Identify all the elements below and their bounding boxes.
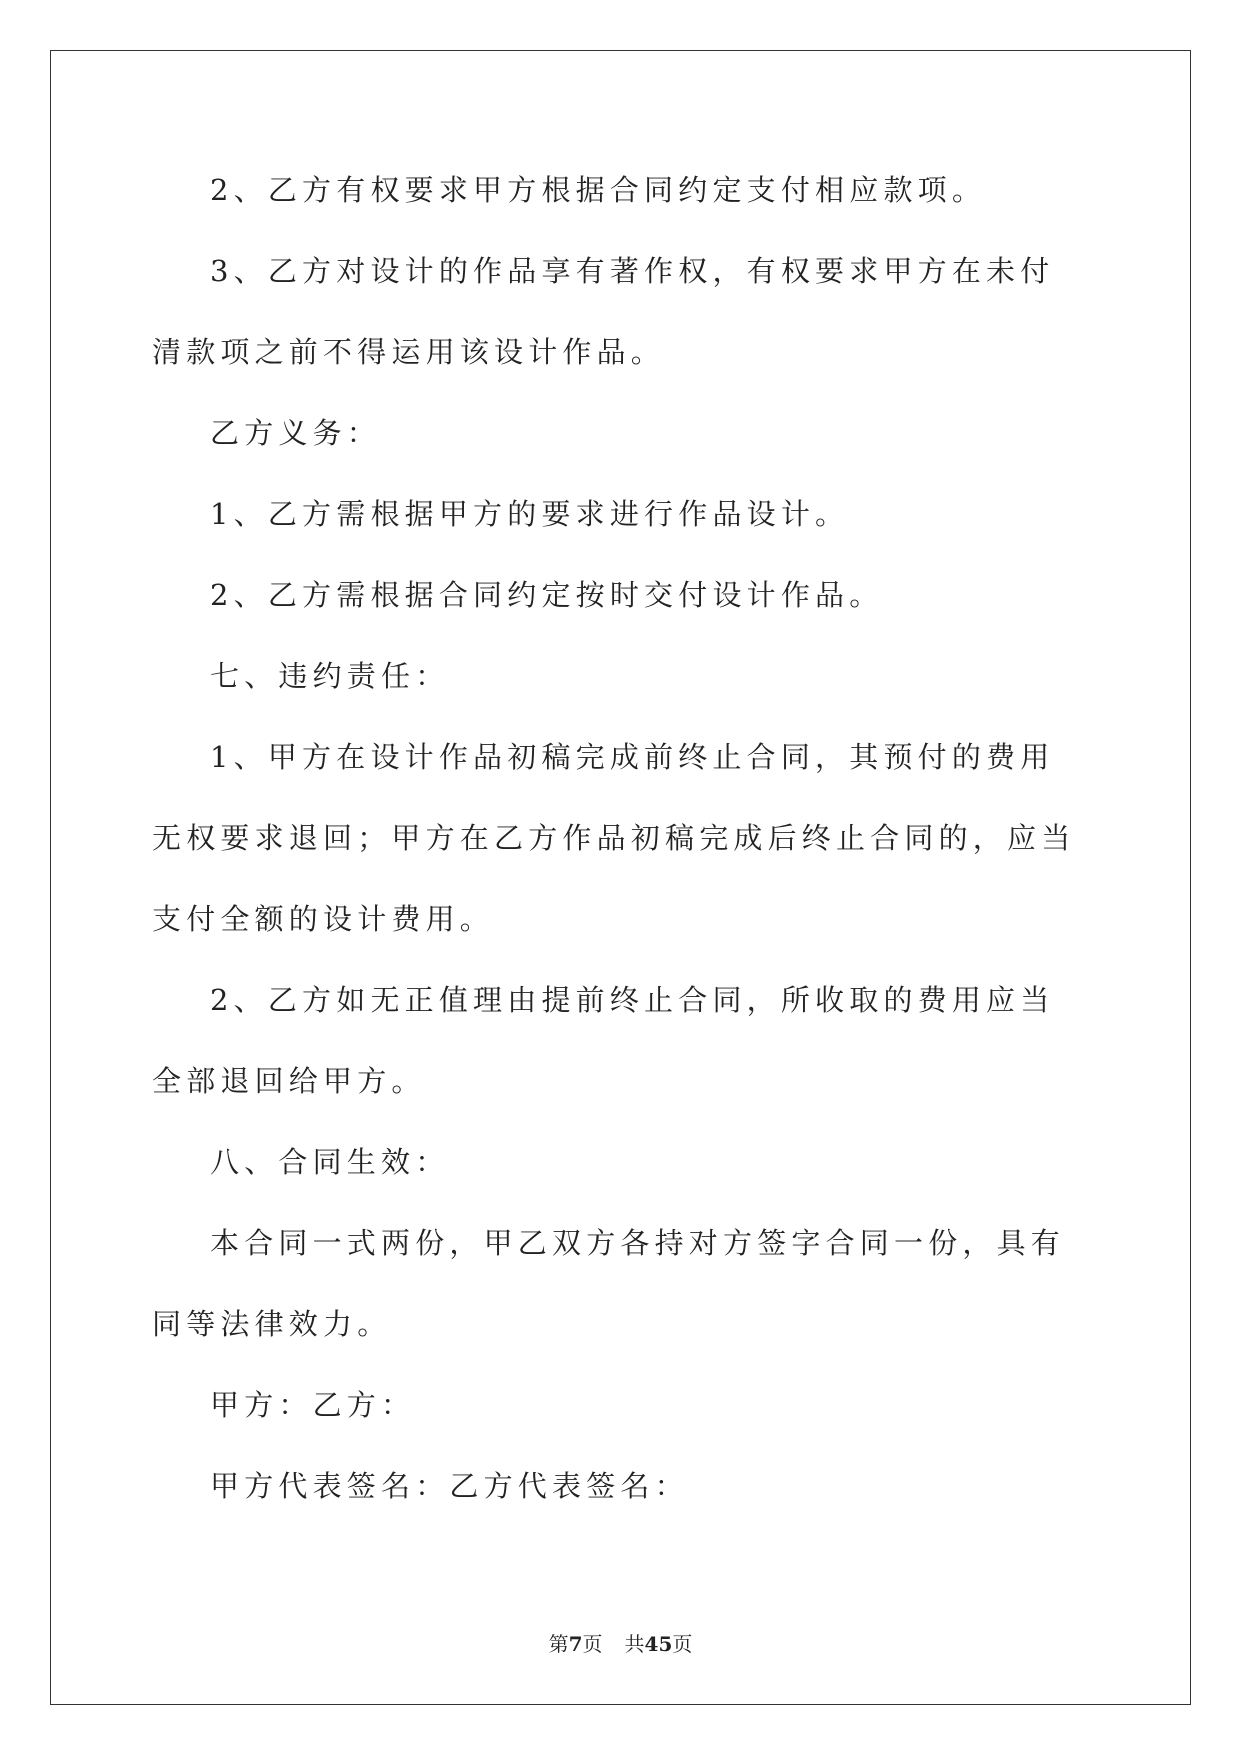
page-prefix: 第	[548, 1632, 569, 1656]
paragraph: 3、乙方对设计的作品享有著作权，有权要求甲方在未付清款项之前不得运用该设计作品。	[152, 254, 1055, 369]
section-label: 乙方义务：	[210, 416, 382, 450]
paragraph: 2、乙方如无正值理由提前终止合同，所收取的费用应当全部退回给甲方。	[152, 983, 1055, 1098]
total-suffix: 页	[672, 1632, 693, 1656]
total-pages: 45	[644, 1632, 673, 1656]
page-number: 7	[568, 1632, 583, 1656]
paragraph: 1、甲方在设计作品初稿完成前终止合同，其预付的费用无权要求退回；甲方在乙方作品初稿完成后终止合同的，应当支付全额的设计费用。	[152, 740, 1076, 936]
paragraph: 本合同一式两份，甲乙双方各持对方签字合同一份，具有同等法律效力。	[152, 1226, 1066, 1341]
paragraph: 2、乙方需根据合同约定按时交付设计作品。	[210, 578, 884, 612]
paragraph: 2、乙方有权要求甲方根据合同约定支付相应款项。	[210, 173, 987, 207]
section-heading: 七、违约责任：	[210, 659, 450, 693]
signature-representatives: 甲方代表签名：乙方代表签名：	[210, 1469, 689, 1503]
section-heading: 八、合同生效：	[210, 1145, 450, 1179]
page-suffix: 页	[582, 1632, 603, 1656]
page-footer	[0, 1628, 1241, 1657]
total-prefix: 共	[624, 1632, 645, 1656]
document-body	[152, 150, 1088, 1527]
paragraph: 1、乙方需根据甲方的要求进行作品设计。	[210, 497, 850, 531]
signature-parties: 甲方：乙方：	[210, 1388, 416, 1422]
